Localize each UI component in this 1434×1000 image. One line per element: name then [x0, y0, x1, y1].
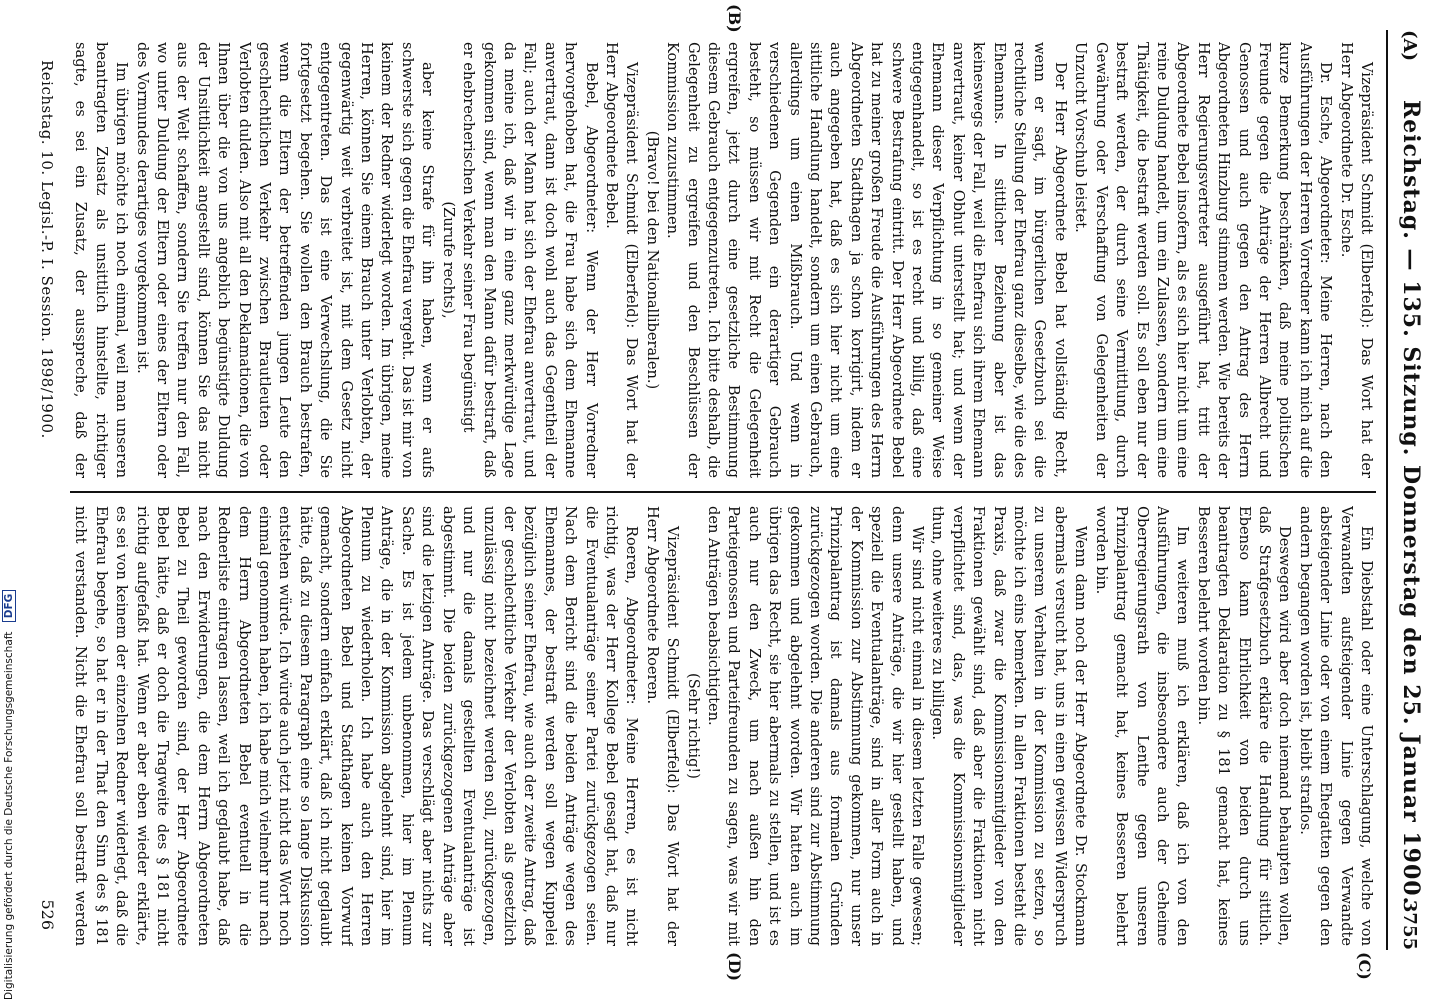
paragraph: Bebel, Abgeordneter: Wenn der Herr Vorredner hervorgehoben hat, die Frau habe sich dem Ehemanne anvertraut, dann ist doch wohl auch das Gegentheil der Fall; auch der Mann hat sich der Ehefrau anvertraut, und da meine ich, daß wir in eine ganz merkwürdige Lage gekommen sind, wenn man den Mann dafür bestraft, daß er ehebrecherischen Verkehr seiner Frau begünstigt	[460, 42, 600, 478]
paragraph: Im übrigen möchte ich noch einmal, weil man unseren beantragten Zusatz als unsittlich hinstellte, richtiger sagte, es sei ein Zusatz, der ausspreche, daß der	[72, 42, 131, 478]
page-header	[1386, 30, 1428, 950]
paragraph: Im weiteren muß ich erklären, daß ich von den Ausführungen, die insbesondere auch der Geheime Oberregierungsrath von Lenthe gegen unseren Prinzipalantrag gemacht hat, keines Besseren belehrt worden bin.	[1092, 506, 1192, 946]
speaker-line: Vizepräsident Schmidt (Elberfeld): Das Wort hat der Herr Abgeordnete Dr. Esche.	[1337, 42, 1375, 478]
interjection: (Sehr richtig!)	[684, 673, 702, 779]
interjection: (Bravo! bei den Nationalliberalen.)	[643, 130, 661, 390]
dfg-logo: DFG	[2, 590, 16, 623]
speaker-line: Vizepräsident Schmidt (Elberfeld): Das Wort hat der Herr Abgeordnete Roeren.	[643, 506, 682, 946]
digitization-note	[0, 0, 18, 1000]
paragraph: Der Herr Abgeordnete Bebel hat vollständig Recht, wenn er sagt, im bürgerlichen Gesetzbuch sei die rechtliche Stellung der Ehefrau ganz dieselbe, wie die des Ehemanns. In sittlicher Beziehung aber ist das keineswegs der Fall, weil die Ehefrau sich ihrem Ehemann anvertraut, keiner Obhut unterstellt hat; und wenn der Ehemann dieser Verpflichtung in so gemeiner Weise entgegenhandelt, so ist es recht und billig, daß eine schwere Bestrafung eintritt. Der Herr Abgeordnete Bebel hat zu meiner großen Freude die Ausführungen des Herrn Abgeordneten Stadthagen ja schon korrigirt, indem er auch angegeben hat, daß es sich hier nicht um eine sittliche Handlung handelt, sondern um einen Gebrauch, allerdings um einen Mißbrauch. Und wenn in verschiedenen Gegenden ein derartiger Gebrauch besteht, so müssen wir mit Recht die Gelegenheit ergreifen, jetzt durch eine gesetzliche Bestimmung diesem Gebrauch entgegenzutreten. Ich bitte deshalb, die Gelegenheit zu ergreifen und den Beschlüssen der Kommission zuzustimmen.	[664, 42, 1069, 478]
paragraph: Roeren, Abgeordneter: Meine Herren, es ist nicht richtig, was der Herr Kollege Bebel gesagt hat, daß nur die Eventualanträge seiner Partei zurückgezogen seien. Nach dem Bericht sind die beiden Anträge wegen des Ehemannes, der bestraft werden soll wegen Kuppelei bezüglich seiner Ehefrau, wie auch der zweite Antrag, daß der geschlechtliche Verkehr der Verlobten als gesetzlich unzulässig nicht bezeichnet werden soll, zurückgezogen, und nur die damals gestellten Eventualanträge ist abgestimmt. Die beiden zurückgezogenen Anträge aber sind die letzigen Anträge. Das verschlägt aber nichts zur Sache. Es ist jedem unbenommen, hier im Plenum Anträge, die in der Kommission abgelehnt sind, hier im Plenum zu wiederholen. Ich habe auch den Herren Abgeordneten Bebel und Stadthagen keinen Vorwurf gemacht, sondern einfach erklärt, daß ich nicht geglaubt hätte, daß zu diesem Paragraph eine so lange Diskussion entstehen würde. Ich würde auch jetzt nicht das Wort noch einmal genommen haben, ich habe mich vielmehr nur nach dem Herrn Abgeordneten Bebel eventuell in die Rednerliste eintragen lassen, weil ich geglaubt habe, daß nach den Erwiderungen, die dem Herrn Abgeordneten Bebel zu Theil geworden sind, der Herr Abgeordnete Bebel hätte, daß er doch die Tragweite des § 181 nicht richtig aufgefaßt hat. Wenn er aber eben wieder erklärte, es sei von keinem der einzelnen Redner widerlegt, daß die Ehefrau begehe, so hat er in der That den Sinn des § 181 nicht verstanden. Nicht die Ehefrau soll bestraft werden	[72, 506, 641, 946]
margin-marker-a: (A)	[1399, 30, 1420, 61]
sheet-number: 526	[38, 899, 57, 930]
speaker-line: Vizepräsident Schmidt (Elberfeld): Das Wort hat der Herr Abgeordnete Bebel.	[602, 42, 641, 478]
margin-marker-c: (C)	[1355, 952, 1374, 980]
right-text-column	[70, 506, 1376, 946]
margin-marker-b: (B)	[725, 4, 744, 33]
paragraph: Ein Diebstahl oder eine Unterschlagung, welche von Verwandten aufsteigender Linie gegen Verwandte absteigender Linie oder von einem Ehegatten gegen den andern begangen worden ist, bleibt straflos.	[1296, 506, 1375, 946]
page-number: 3755	[1399, 899, 1420, 950]
running-title: Reichstag. — 135. Sitzung. Donnerstag den 25. Januar 1900.	[1398, 100, 1424, 906]
column-divider	[70, 491, 1376, 493]
margin-marker-d: (D)	[725, 952, 744, 982]
paragraph: Wenn dann noch der Herr Abgeordnete Dr. Stockmann abermals versucht hat, uns in einen gewissen Widerspruch zu unserem Verhalten in der Kommission zu setzen, so möchte ich eins bemerken. In allen Fraktionen besteht die Praxis, daß zwar die Kommissionsmitglieder von den Fraktionen gewählt sind, daß aber die Fraktionen nicht verpflichtet sind, das, was die Kommissionsmitglieder thun, ohne weiteres zu billigen.	[929, 506, 1090, 946]
left-text-column	[70, 42, 1376, 478]
paragraph: aber keine Strafe für ihn haben, wenn er aufs schwerste sich gegen die Ehefrau vergeht. Das ist mir von keinem der Redner widerlegt worden. Im übrigen, meine Herren, können Sie einem Brauch unter Verlobten, der gegenwärtig weit verbreitet ist, mit dem Gesetz nicht entgegentreten. Das ist eine Verwechslung, die Sie fortgesetzt begehen. Sie wollen den Brauch bestrafen, wenn die Eltern der betreffenden jungen Leute den geschlechtlichen Verkehr zwischen Brautleuten oder Verlobten dulden. Also mit all den Deklamationen, die von Ihnen über die von uns angeblich begünstigte Duldung der Unsittlichkeit angestellt sind, können Sie das nicht aus der Welt schaffen, sondern Sie treffen nur den Fall, wo unter Duldung der Eltern oder eines der Eltern oder des Vormundes derartiges vorgekommen ist.	[133, 42, 437, 478]
paragraph: Deswegen wird aber doch niemand behaupten wollen, daß Strafgesetzbuch erkläre die Handlung für sittlich. Ebenso kann Ehrlichkeit von beiden durch uns beantragten Deklaration zu § 181 gemacht hat, keines Besseren belehrt worden bin.	[1194, 506, 1294, 946]
paragraph: Wir sind nicht einmal in diesem letzten Falle gewesen; denn unsere Anträge, die wir hier gestellt haben, und speziell die Eventualanträge, sind in aller Form auch in der Kommission zur Abstimmung gekommen, nur unser Prinzipalantrag ist damals aus formalen Gründen zurückgezogen worden. Die anderen sind zur Abstimmung gekommen und abgelehnt worden. Wir hatten auch im übrigen das Recht, sie hier abermals zu stellen, und ist es auch nur den Zweck, um nach außen hin den Parteigenossen und Parteifreunden zu sagen, was wir mit den Anträgen beabsichtigten.	[705, 506, 927, 946]
funding-note-text: Digitalisierung gefördert durch die Deutsche Forschungsgemeinschaft	[3, 631, 15, 1000]
paragraph: Dr. Esche, Abgeordneter: Meine Herren, nach den Ausführungen der Herren Vorredner kann ich mich auf die kurze Bemerkung beschränken, daß meine politischen Freunde gegen die Anträge der Herren Albrecht und Genossen und auch gegen den Antrag des Herrn Abgeordneten Hinzburg stimmen werden. Wie bereits der Herr Regierungsvertreter ausgeführt hat, tritt der Abgeordnete Bebel insofern, als es sich hier nicht um eine reine Duldung handelt, um ein Zulassen, sondern um eine Thätigkeit, die bestraft werden soll. Es soll eben nur der bestraft werden, der durch seine Vermittlung, durch Gewährung oder Verschaffung von Gelegenheiten der Unzucht Vorschub leistet.	[1072, 42, 1335, 478]
interjection: (Zurufe rechts),	[439, 201, 457, 319]
page-footer: Reichstag. 10. Legisl.-P. I. Session. 1898/1900.	[38, 60, 56, 439]
